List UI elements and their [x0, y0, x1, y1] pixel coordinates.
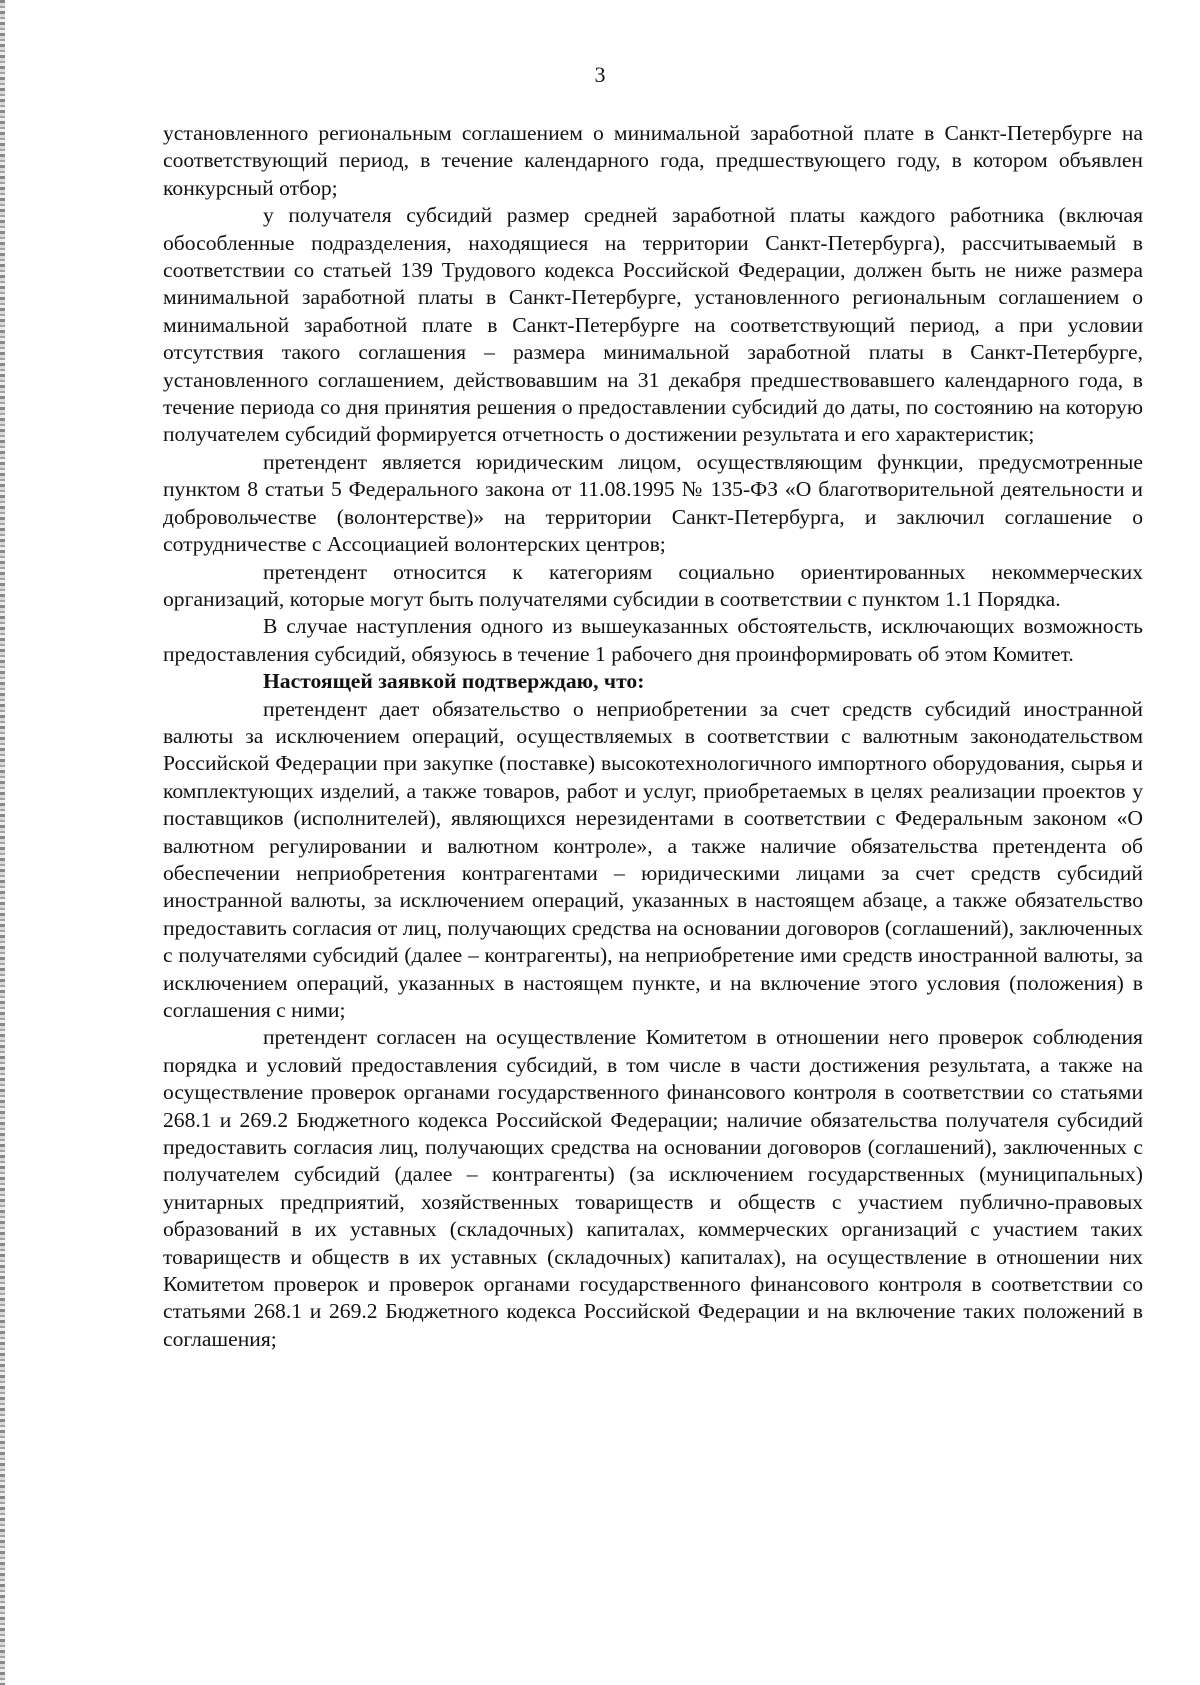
document-body: [163, 120, 1143, 1353]
section-heading: Настоящей заявкой подтверждаю, что:: [263, 669, 645, 694]
paragraph-3: претендент является юридическим лицом, осуществляющим функции, предусмотренные пунктом 8 статьи 5 Федерального закона от 11.08.1995 № 135-ФЗ «О благотворительной деятельности и добровольчестве (волонтерстве)» на территории Санкт-Петербурга, и заключил соглашение о сотрудничестве с Ассоциацией волонтерских центров;: [163, 449, 1143, 557]
paragraph-1: установленного региональным соглашением о минимальной заработной плате в Санкт-Петербурге на соответствующий период, в течение календарного года, предшествующего году, в котором объявлен конкурсный отбор;: [163, 121, 1143, 200]
paragraph-7: претендент согласен на осуществление Комитетом в отношении него проверок соблюдения порядка и условий предоставления субсидий, в том числе в части достижения результата, а также на осуществление проверок органами государственного финансового контроля в соответствии со статьями 268.1 и 269.2 Бюджетного кодекса Российской Федерации; наличие обязательства получателя субсидий предоставить согласия лиц, получающих средства на основании договоров (соглашений), заключенных с получателем субсидий (далее – контрагенты) (за исключением государственных (муниципальных) унитарных предприятий, хозяйственных товариществ и обществ с участием публично-правовых образований в их уставных (складочных) капиталах, коммерческих организаций с участием таких товариществ и обществ в их уставных (складочных) капиталах), на осуществление в отношении них Комитетом проверок и проверок органами государственного финансового контроля в соответствии со статьями 268.1 и 269.2 Бюджетного кодекса Российской Федерации и на включение таких положений в соглашения;: [163, 1025, 1143, 1351]
paragraph-2: у получателя субсидий размер средней заработной платы каждого работника (включая обособленные подразделения, находящиеся на территории Санкт-Петербурга), рассчитываемый в соответствии со статьей 139 Трудового кодекса Российской Федерации, должен быть не ниже размера минимальной заработной платы в Санкт-Петербурге, установленного региональным соглашением о минимальной заработной плате в Санкт-Петербурге на соответствующий период, а при условии отсутствия такого соглашения – размера минимальной заработной платы в Санкт-Петербурге, установленного соглашением, действовавшим на 31 декабря предшествовавшего календарного года, в течение периода со дня принятия решения о предоставлении субсидий до даты, по состоянию на которую получателем субсидий формируется отчетность о достижении результата и его характеристик;: [163, 203, 1143, 447]
paragraph-4: претендент относится к категориям социально ориентированных некоммерческих организаций, которые могут быть получателями субсидии в соответствии с пунктом 1.1 Порядка.: [163, 559, 1143, 611]
page-number: 3: [594, 62, 606, 87]
paragraph-5: В случае наступления одного из вышеуказанных обстоятельств, исключающих возможность предоставления субсидий, обязуюсь в течение 1 рабочего дня проинформировать об этом Комитет.: [163, 614, 1143, 666]
paragraph-6: претендент дает обязательство о неприобретении за счет средств субсидий иностранной валюты за исключением операций, осуществляемых в соответствии с валютным законодательством Российской Федерации при закупке (поставке) высокотехнологичного импортного оборудования, сырья и комплектующих изделий, а также товаров, работ и услуг, приобретаемых в целях реализации проектов у поставщиков (исполнителей), являющихся нерезидентами в соответствии с Федеральным законом «О валютном регулировании и валютном контроле», а также наличие обязательства претендента об обеспечении неприобретения контрагентами – юридическими лицами за счет средств субсидий иностранной валюты, за исключением операций, указанных в настоящем абзаце, а также обязательство предоставить согласия от лиц, получающих средства на основании договоров (соглашений), заключенных с получателями субсидий (далее – контрагенты), на неприобретение ими средств иностранной валюты, за исключением операций, указанных в настоящем пункте, и на включение этого условия (положения) в соглашения с ними;: [163, 696, 1143, 1022]
scan-edge-artifact: [0, 0, 5, 1685]
